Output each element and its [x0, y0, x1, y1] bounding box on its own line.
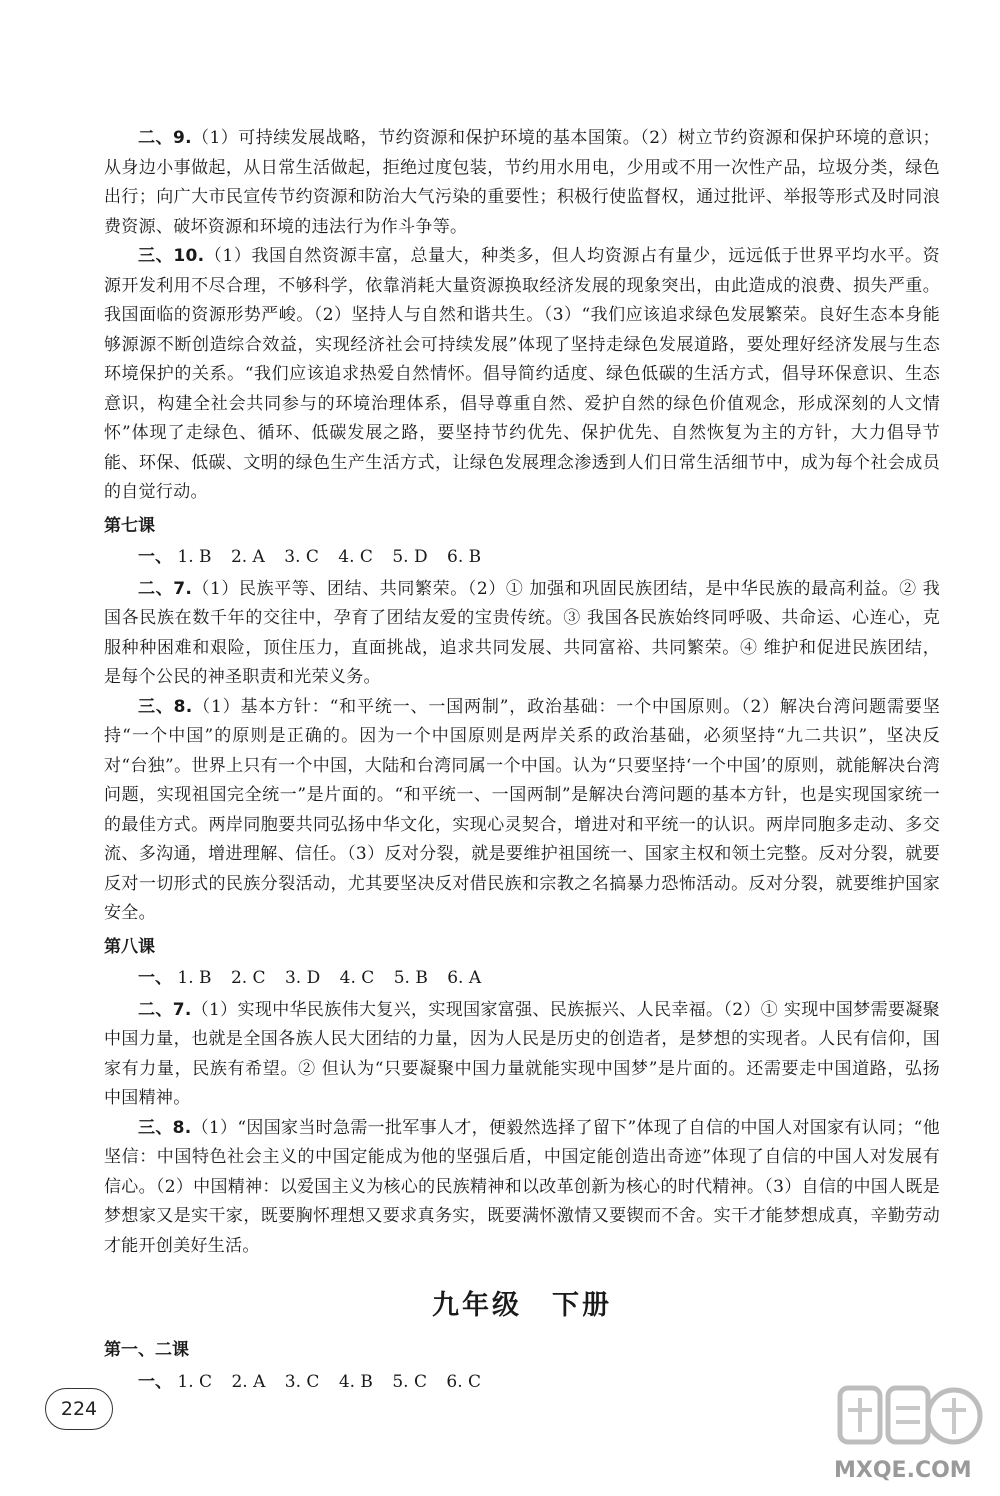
page-number: 224: [45, 1388, 113, 1430]
answer-paragraph: 三、10.（1）我国自然资源丰富，总量大，种类多，但人均资源占有量少，远远低于世界平均水平。资源开发利用不尽合理，不够科学，依靠消耗大量资源换取经济发展的现象突出，由此造成的浪费、损失严重。我国面临的资源形势严峻。（2）坚持人与自然和谐共生。（3）“我们应该追求绿色发展繁荣。良好生态本身能够源源不断创造综合效益，实现经济社会可持续发展”体现了坚持走绿色发展道路，要处理好经济发展与生态环境保护的关系。“我们应该追求热爱自然情怀。倡导简约适度、绿色低碳的生活方式，倡导环保意识、生态意识，构建全社会共同参与的环境治理体系，倡导尊重自然、爱护自然的绿色价值观念，形成深刻的人文情怀”体现了走绿色、循环、低碳发展之路，要坚持节约优先、保护优先、自然恢复为主的方针，大力倡导节能、环保、低碳、文明的绿色生产生活方式，让绿色发展理念渗透到人们日常生活细节中，成为每个社会成员的自觉行动。: [104, 246, 940, 502]
answer-page: [104, 124, 940, 1399]
answer-paragraph: 三、8.（1）基本方针：“和平统一、一国两制”，政治基础：一个中国原则。（2）解决台湾问题需要坚持“一个中国”的原则是正确的。因为一个中国原则是两岸关系的政治基础，必须坚持“九二共识”，坚决反对“台独”。世界上只有一个中国，大陆和台湾同属一个中国。认为“只要坚持‘一个中国’的原则，就能解决台湾问题，实现祖国完全统一”是片面的。“和平统一、一国两制”是解决台湾问题的基本方针，也是实现国家统一的最佳方式。两岸同胞要共同弘扬中华文化，实现心灵契合，增进对和平统一的认识。两岸同胞多走动、多交流、多沟通，增进理解、信任。（3）反对分裂，就是要维护祖国统一、国家主权和领土完整。反对分裂，就要反对一切形式的民族分裂活动，尤其要坚决反对借民族和宗教之名搞暴力恐怖活动。反对分裂，就要维护国家安全。: [104, 696, 940, 923]
watermark-logo: [836, 1380, 986, 1490]
watermark-seal-icon: [836, 1380, 986, 1460]
answer-paragraph: 二、9.（1）可持续发展战略，节约资源和保护环境的基本国策。（2）树立节约资源和保护环境的意识；从身边小事做起，从日常生活做起，拒绝过度包装，节约用水用电，少用或不用一次性产品，垃圾分类，绿色出行；向广大市民宣传节约资源和防治大气污染的重要性；积极行使监督权，通过批评、举报等形式及时同浪费资源、破坏资源和环境的违法行为作斗争等。: [104, 128, 940, 237]
lesson-heading: 第七课: [104, 515, 155, 536]
choice-answers: 一、 1. B 2. A 3. C 4. C 5. D 6. B: [138, 547, 482, 567]
lesson-heading: 第一、二课: [104, 1340, 189, 1360]
choice-answers: 一、 1. B 2. C 3. D 4. C 5. B 6. A: [138, 968, 482, 988]
lesson-heading: 第八课: [104, 936, 155, 957]
choice-answers: 一、 1. C 2. A 3. C 4. B 5. C 6. C: [138, 1371, 482, 1392]
answer-paragraph: 三、8.（1）“因国家当时急需一批军事人才，便毅然选择了留下”体现了自信的中国人对国家有认同；“他坚信：中国特色社会主义的中国定能成为他的坚强后盾，中国定能创造出奇迹”体现了自信的中国人对发展有信心。（2）中国精神：以爱国主义为核心的民族精神和以改革创新为核心的时代精神。（3）自信的中国人既是梦想家又是实干家，既要胸怀理想又要求真务实，既要满怀激情又要锲而不舍。实干才能梦想成真，辛勤劳动才能开创美好生活。: [104, 1117, 940, 1256]
answer-paragraph: 二、7.（1）民族平等、团结、共同繁荣。（2）① 加强和巩固民族团结，是中华民族的最高利益。② 我国各民族在数千年的交往中，孕育了团结友爱的宝贵传统。③ 我国各民族始终同呼吸、共命运、心连心，克服种种困难和艰险，顶住压力，直面挑战，追求共同发展、共同富裕、共同繁荣。④ 维护和促进民族团结，是每个公民的神圣职责和光荣义务。: [104, 578, 940, 687]
grade-title: 九年级 下册: [432, 1290, 612, 1321]
answer-paragraph: 二、7.（1）实现中华民族伟大复兴，实现国家富强、民族振兴、人民幸福。（2）① 实现中国梦需要凝聚中国力量，也就是全国各族人民大团结的力量，因为人民是历史的创造者，是梦想的实现者。人民有信仰，国家有力量，民族有希望。② 但认为“只要凝聚中国力量就能实现中国梦”是片面的。还需要走中国道路，弘扬中国精神。: [104, 999, 940, 1108]
watermark-text: MXQE.COM: [834, 1458, 972, 1483]
